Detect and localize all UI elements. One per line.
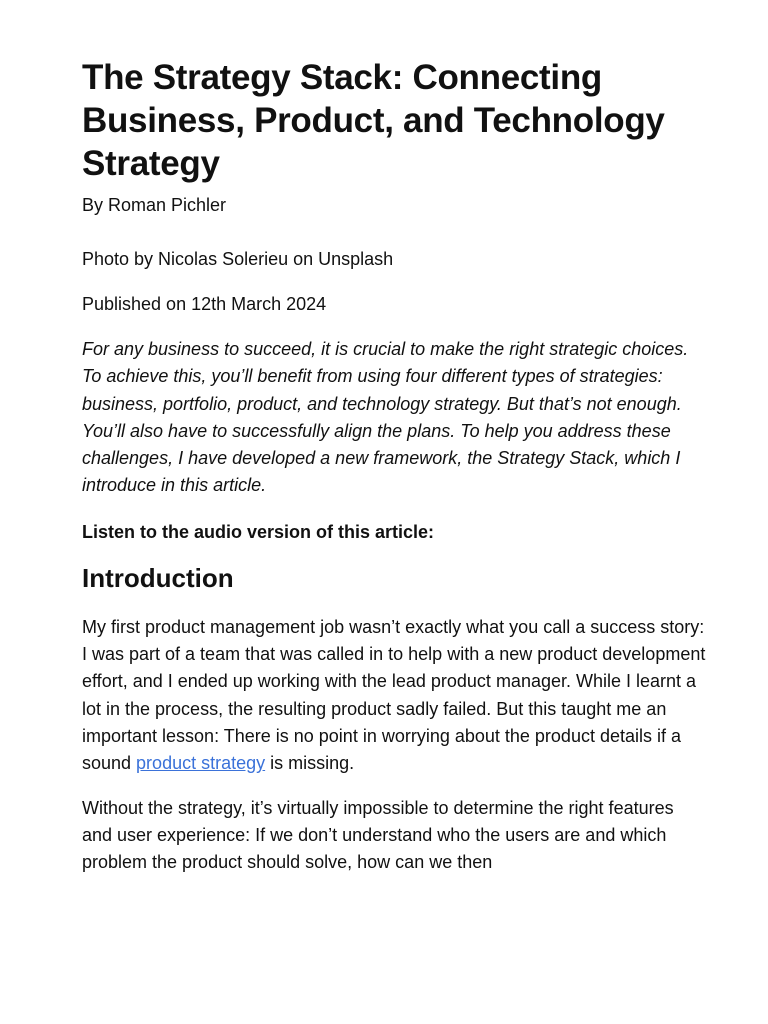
audio-version-label: Listen to the audio version of this article:: [82, 521, 435, 542]
intro-paragraph-2: Without the strategy, it’s virtually impossible to determine the right features and user experience: If we don’t understand who the users are and which problem the product should solve, how can we then: [82, 797, 674, 873]
byline: By Roman Pichler: [82, 195, 227, 215]
article-title: The Strategy Stack: Connecting Business, Product, and Technology Strategy: [82, 58, 665, 183]
paragraph-text: My first product management job wasn’t exactly what you call a success story: I was part of a team that was called in to help with a new product development effort, and I ended up working with the lead product manager. While I learnt a lot in the process, the resulting product sadly failed. But this taught me an important lesson: There is no point in worrying about the product details if a sound: [82, 616, 706, 774]
paragraph-text: is missing.: [265, 753, 355, 774]
intro-paragraph-1: [82, 614, 708, 778]
published-date: Published on 12th March 2024: [82, 294, 327, 314]
article-lead: For any business to succeed, it is crucial to make the right strategic choices. To achieve this, you’ll benefit from using four different types of strategies: business, portfolio, product, and technology strategy. But that’s not enough. You’ll also have to successfully align the plans. To help you address these challenges, I have developed a new framework, the Strategy Stack, which I introduce in this article.: [82, 339, 689, 496]
section-heading-introduction: Introduction: [82, 562, 234, 593]
product-strategy-link[interactable]: product strategy: [136, 753, 266, 774]
photo-credit: Photo by Nicolas Solerieu on Unsplash: [82, 249, 394, 269]
